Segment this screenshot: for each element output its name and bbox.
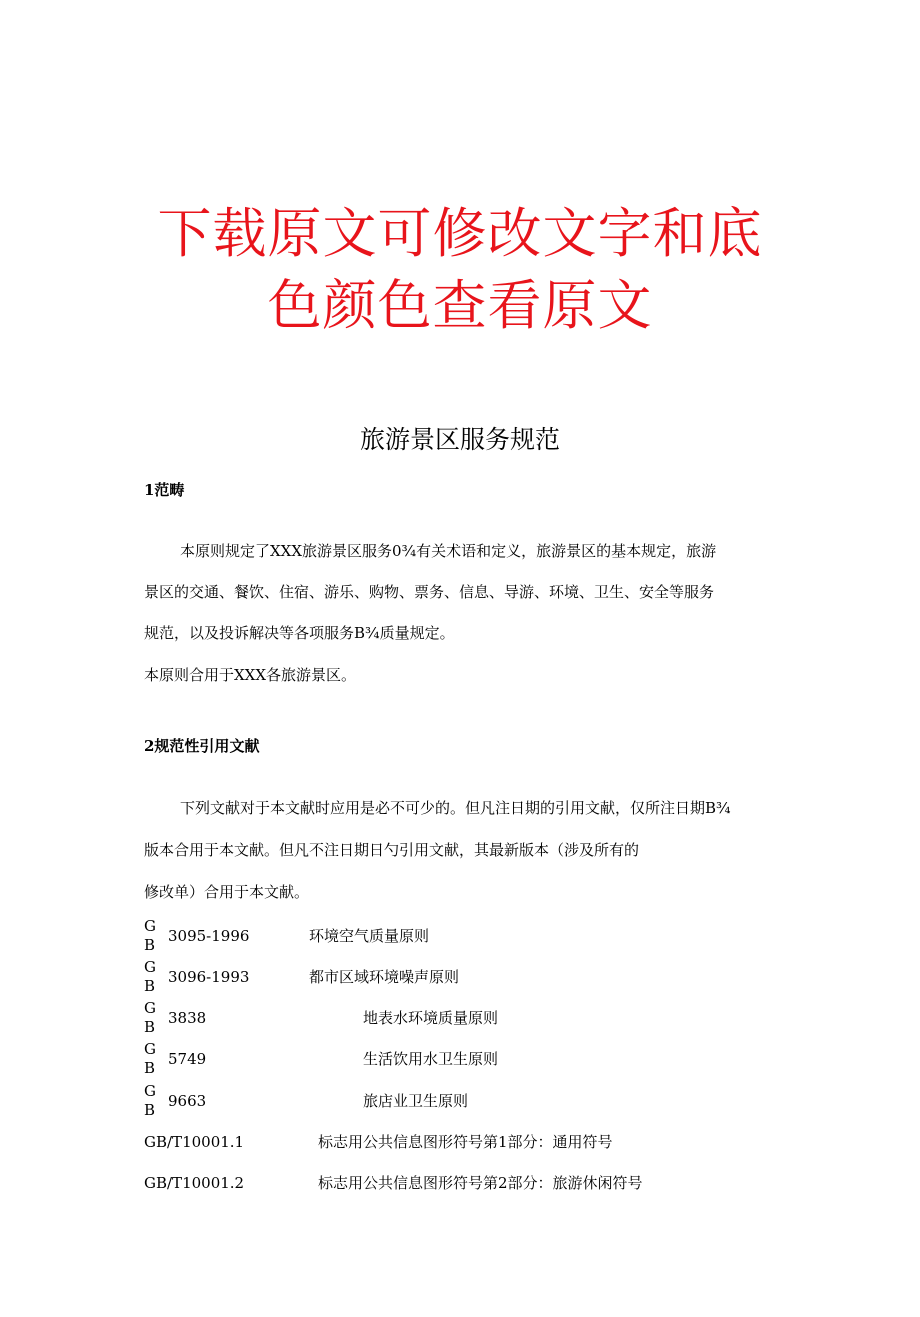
section-1-para-1-line-3: 规范，以及投诉解决等各项服务B¾质量规定。: [144, 624, 455, 642]
reference-prefix: G B: [144, 958, 156, 995]
reference-item: [144, 999, 784, 1039]
reference-name: 生活饮用水卫生原则: [363, 1050, 499, 1068]
section-2-heading: 2规范性引用文献: [144, 737, 260, 755]
reference-item: [144, 1082, 784, 1122]
reference-code: 3095-1996: [168, 927, 250, 945]
reference-item: [144, 1172, 784, 1196]
reference-name: 标志用公共信息图形符号第1部分：通用符号: [318, 1133, 613, 1151]
section-1-para-2: 本原则合用于XXX各旅游景区。: [144, 666, 357, 684]
reference-prefix: G B: [144, 917, 156, 954]
section-2-para-line-2: 版本合用于本文献。但凡不注日期日勺引用文献，其最新版本（涉及所有的: [144, 841, 640, 859]
banner-line-1: 下载原文可修改文字和底: [157, 202, 763, 265]
reference-code: 3096-1993: [168, 968, 250, 986]
reference-item: [144, 1040, 784, 1080]
reference-code: 3838: [168, 1009, 207, 1027]
reference-name: 旅店业卫生原则: [363, 1092, 469, 1110]
section-1-heading: 1范畴: [144, 481, 185, 499]
reference-code: 9663: [168, 1092, 207, 1110]
download-notice-banner: [0, 198, 920, 342]
reference-name: 环境空气质量原则: [309, 927, 430, 945]
section-2-para-line-3: 修改单）合用于本文献。: [144, 883, 310, 901]
section-1-para-1-line-2: 景区的交通、餐饮、住宿、游乐、购物、票务、信息、导游、环境、卫生、安全等服务: [144, 583, 715, 601]
reference-name: 标志用公共信息图形符号第2部分：旅游休闲符号: [318, 1174, 643, 1192]
reference-code: GB/T10001.2: [144, 1174, 245, 1192]
reference-prefix: G B: [144, 1082, 156, 1119]
reference-name: 地表水环境质量原则: [363, 1009, 499, 1027]
reference-item: [144, 1131, 784, 1155]
section-2-para-line-1: 下列文献对于本文献时应用是必不可少的。但凡注日期的引用文献，仅所注日期B¾: [180, 799, 731, 817]
reference-item: [144, 958, 784, 998]
banner-line-2: 色颜色查看原文: [267, 274, 653, 337]
reference-prefix: G B: [144, 999, 156, 1036]
document-title: 旅游景区服务规范: [359, 425, 560, 454]
reference-code: 5749: [168, 1050, 207, 1068]
reference-item: [144, 917, 784, 957]
reference-name: 都市区域环境噪声原则: [309, 968, 460, 986]
section-1-para-1-line-1: 本原则规定了XXX旅游景区服务0¾有关术语和定义，旅游景区的基本规定，旅游: [180, 542, 717, 560]
reference-prefix: G B: [144, 1040, 156, 1077]
reference-code: GB/T10001.1: [144, 1133, 245, 1151]
